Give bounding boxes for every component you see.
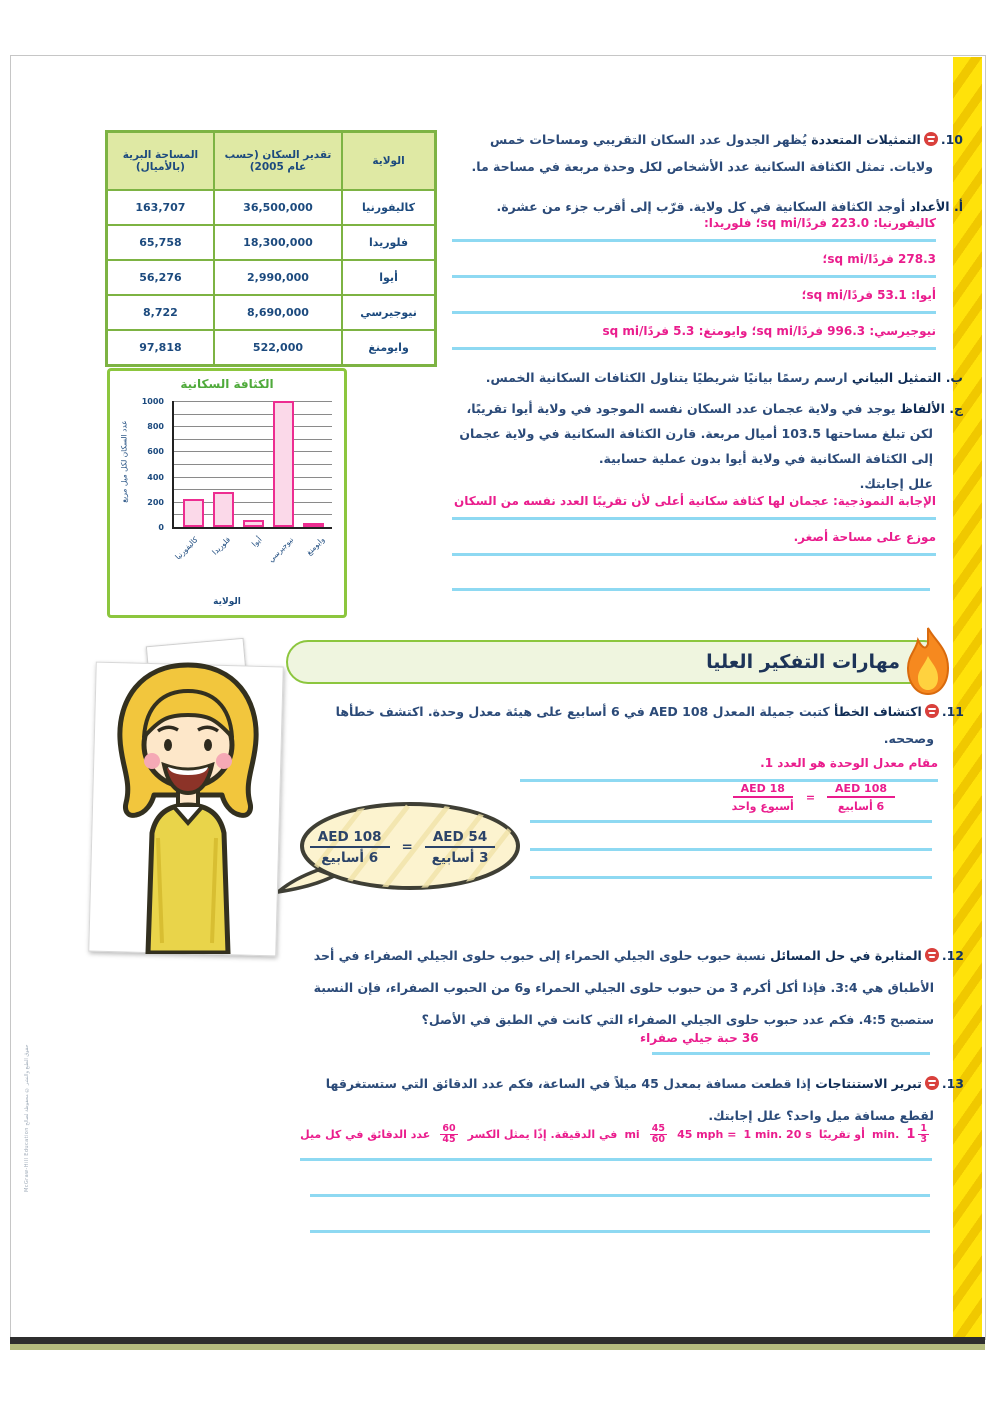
chart-y-tick: 0 [158,523,164,532]
whole-number: 1 [906,1127,916,1143]
copyright-sidebar: حقوق الطبع والنشر © محفوظة لصالح McGraw-Hill Education [24,1045,30,1193]
section-header [286,640,946,684]
answer-line: 278.3 فردًا/sq mi؛ [452,252,936,278]
blank-answer-line [452,564,930,591]
fraction-denominator: 3 [920,1134,927,1146]
part-text2: علل إجابتك. [859,476,933,491]
fraction-numerator: AED 108 [827,782,895,798]
part-text: يوجد في ولاية عجمان عدد السكان نفسه الموجود في ولاية أيوا تقريبًا، لكن تبلغ مساحتها 103.5 أميال مربعة. قارن الكثافة السكانية في ولاية عجمان إلى الكثافة السكانية في ولاية أيوا بدون عملية حسابية. [459,401,933,466]
chart-y-tick: 1000 [141,397,164,406]
chart-bar [183,499,204,527]
fraction-denominator: 6 أسابيع [321,849,379,866]
question-head: التمثيلات المتعددة [811,132,921,147]
chart-x-label: فلوريدا [210,535,232,557]
chart-y-tick: 400 [147,472,164,482]
table-row [107,190,436,225]
page-bottom-edge [10,1337,985,1344]
yellow-stripe-bar [953,57,982,1337]
question-number: 10. [940,132,963,147]
question-head: المثابرة في حل المسائل [770,948,922,963]
question-number: 12. [941,948,964,963]
standard-badge-icon [925,1076,939,1090]
fraction-denominator: 45 [442,1134,456,1146]
standard-badge-icon [925,948,939,962]
fraction-numerator: AED 54 [425,829,495,848]
chart-x-label: وايومنغ [304,535,327,557]
speech-bubble-equation [300,818,505,876]
question-number: 13. [941,1076,964,1091]
part-head: الأعداد [909,199,950,214]
cell-population: 2,990,000 [214,260,342,295]
cell-state: أيوا [342,260,435,295]
answer-line: كاليفورنيا: 223.0 فردًا/sq mi؛ فلوريدا: [452,216,936,242]
chart-bar [213,492,234,527]
section-title: مهارات التفكير العليا [706,651,900,673]
density-chart [107,368,347,618]
question-text: إذا قطعت مسافة بمعدل 45 ميلاً في الساعة، فكم عدد الدقائق التي ستستغرقها لقطع مسافة ميل واحد؟ علل إجابتك. [325,1076,934,1123]
question-text: نسبة حبوب حلوى الجيلي الحمراء إلى حبوب حلوى الجيلي الصفراء في أحد الأطباق هي 3:4. فإذا أكل أكرم 3 من حبوب حلوى الجيلي الحمراء و6 من الحبوب الصفراء، فإن النسبة ستصبح 4:5. فكم عدد حبوب حلوى الجيلي الصفراء التي كانت في الطبق في الأصل؟ [313,948,934,1027]
table-row [107,225,436,260]
chart-bar [273,401,294,527]
answer-line: نيوجيرسي: 996.3 فردًا/sq mi؛ وايومنغ: 5.3 فردًا/sq mi [452,324,936,350]
blank-answer-line [310,1170,930,1197]
answer-segment: 45 mph = [677,1128,737,1142]
part-text: أوجد الكثافة السكانية في كل ولاية. قرّب إلى أقرب جزء من عشرة. [496,199,906,214]
fraction-denominator: 6 أسابيع [837,800,885,813]
chart-x-label: كاليفورنيا [173,535,201,562]
answer-segment: min. [872,1128,900,1142]
chart-x-axis-label: الولاية [213,597,241,607]
cell-state: كاليفورنيا [342,190,435,225]
cell-area: 97,818 [107,330,214,366]
chart-y-ticks [138,397,168,532]
chart-x-label: أيوا [249,535,264,549]
cell-population: 522,000 [214,330,342,366]
blank-answer-line [530,852,932,879]
cell-area: 163,707 [107,190,214,225]
cell-area: 8,722 [107,295,214,330]
answer-line: الإجابة النموذجية: عجمان لها كثافة سكانية أعلى لأن تقريبًا العدد نفسه من السكان [452,494,936,520]
question-number: 11. [941,704,964,719]
flame-icon [904,626,952,696]
question-11 [300,698,964,752]
cell-state: نيوجيرسي [342,295,435,330]
fraction-denominator: 60 [651,1134,665,1146]
answer-line: أيوا: 53.1 فردًا/sq mi؛ [452,288,936,314]
answer-underline [652,1028,930,1055]
part-head: التمثيل البياني [851,370,942,385]
chart-y-axis-label: عدد السكان لكل ميل مربع [119,420,129,503]
girl-illustration [88,652,288,954]
answer-segment: في الدقيقة. إذًا يمثل الكسر [467,1128,618,1142]
part-label: ب. [945,370,963,385]
cell-population: 8,690,000 [214,295,342,330]
header-state: الولاية [342,132,435,191]
answer-segment: 1 min. 20 s [743,1128,812,1142]
cell-state: وايومنغ [342,330,435,366]
equals-sign: = [401,839,413,855]
standard-badge-icon [924,132,938,146]
states-table [105,130,437,367]
cell-area: 65,758 [107,225,214,260]
fraction-numerator: AED 108 [310,829,390,848]
question-10c [445,396,963,496]
chart-y-tick: 800 [147,422,164,432]
chart-y-tick: 600 [147,447,164,457]
answer-segment: عدد الدقائق في كل ميل [300,1128,431,1142]
fraction-denominator: أسبوع واحد [731,800,794,813]
standard-badge-icon [925,704,939,718]
fraction-numerator: AED 18 [733,782,793,798]
question-13 [300,1068,964,1132]
table-header-row [107,132,436,191]
chart-bar [243,520,264,527]
question-text: يُظهر الجدول عدد السكان التقريبي ومساحات خمس ولايات. تمثل الكثافة السكانية عدد الأشخاص لكل وحدة مربعة في مساحة ما. [471,132,933,174]
table-row [107,260,436,295]
blank-answer-line [530,796,932,823]
chart-plot-area [172,401,332,529]
question-10b [445,364,963,391]
fraction-numerator: 60 [442,1123,456,1134]
cell-area: 56,276 [107,260,214,295]
answer-segment: أو تقريبًا [818,1128,865,1142]
chart-x-label: نيوجيرسي [266,535,295,564]
blank-answer-line [310,1206,930,1233]
fraction [425,829,495,866]
chart-x-labels [172,531,330,581]
fraction-denominator: 3 أسابيع [431,849,489,866]
fraction [310,829,390,866]
chart-bars [174,401,332,527]
table-row [107,295,436,330]
answer-segment: mi [624,1128,640,1142]
part-text: ارسم رسمًا بيانيًا شريطيًا يتناول الكثافات السكانية الخمس. [485,370,848,385]
cell-population: 18,300,000 [214,225,342,260]
question-head: اكتشاف الخطأ [834,704,922,719]
header-area: المساحة البرية (بالأميال) [107,132,214,191]
fraction-numerator: 1 [920,1123,927,1134]
answer-text: 36 حبة جيلي صفراء [640,1031,759,1045]
part-label: ج. [949,401,963,416]
fraction-numerator: 45 [651,1123,665,1134]
answer-line: مقام معدل الوحدة هو العدد 1. [520,756,938,782]
question-10 [445,126,963,180]
chart-y-tick: 200 [147,497,164,507]
chart-bar [303,523,324,527]
cell-state: فلوريدا [342,225,435,260]
chart-title: الكثافة السكانية [180,377,274,391]
answer-underline [300,1134,932,1161]
table-row [107,330,436,366]
answer-line: موزع على مساحة أصغر. [452,530,936,556]
part-head: الألفاظ [899,401,945,416]
page-bottom-strip [10,1344,985,1350]
question-head: تبرير الاستنتاجات [815,1076,922,1091]
equals-sign: = [805,791,816,804]
question-12 [300,940,964,1036]
question-text: كتبت جميلة المعدل AED 108 في 6 أسابيع على هيئة معدل وحدة. اكتشف خطأها وصححه. [335,704,934,746]
blank-answer-line [530,824,932,851]
cell-population: 36,500,000 [214,190,342,225]
part-label: أ. [953,199,963,214]
header-population: تقدير السكان (حسب عام 2005) [214,132,342,191]
